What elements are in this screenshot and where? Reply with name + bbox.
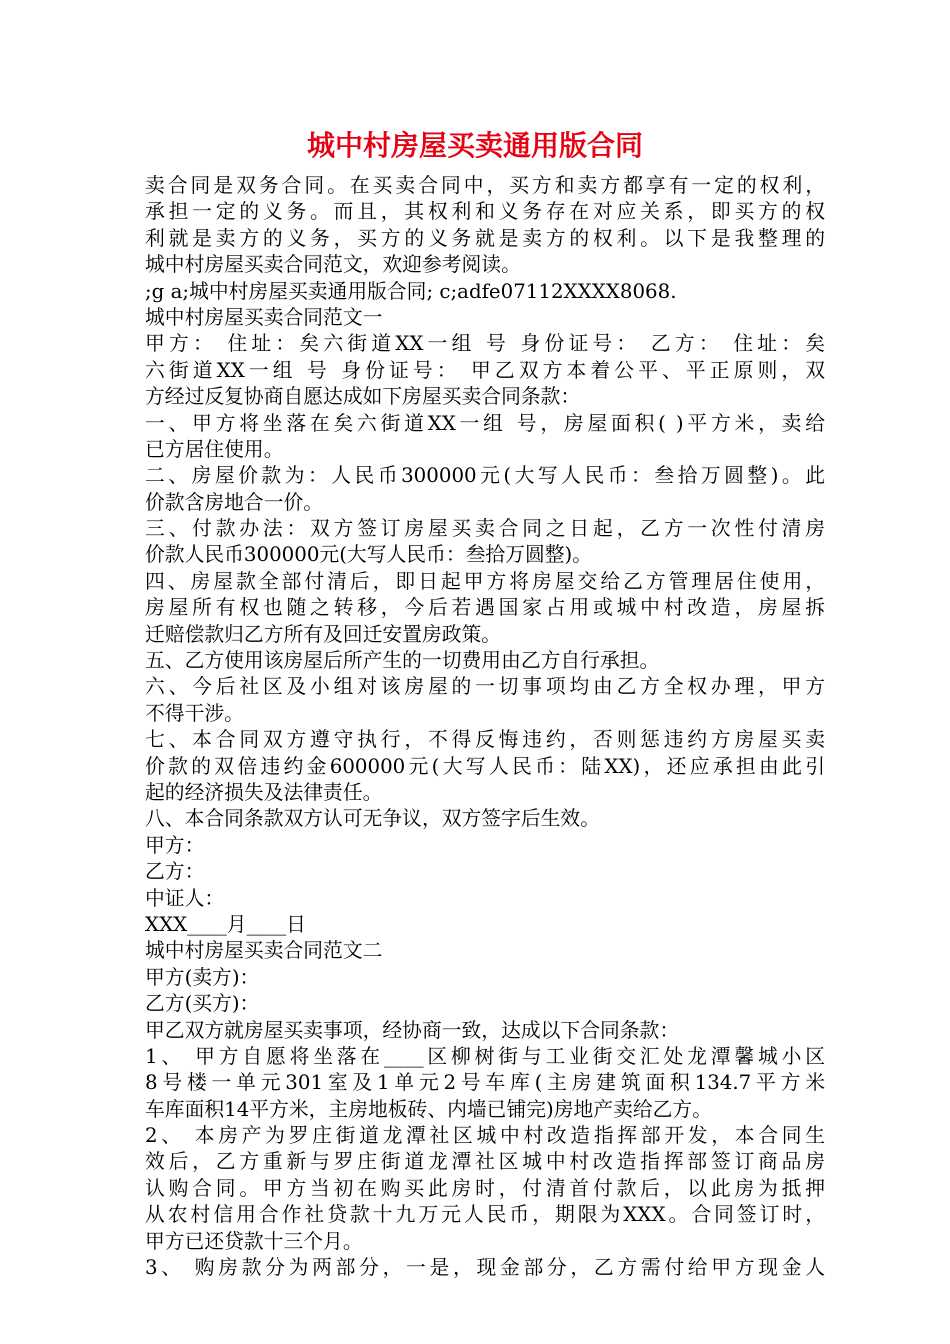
document-line: 效后，乙方重新与罗庄街道龙潭社区城中村改造指挥部签订商品房 bbox=[145, 1150, 825, 1174]
document-line: XXX____月____日 bbox=[145, 912, 306, 936]
document-line: 车库面积14平方米，主房地板砖、内墙已铺完)房地产卖给乙方。 bbox=[145, 1097, 712, 1121]
document-line: 乙方： bbox=[145, 860, 205, 884]
document-line: 一、甲方将坐落在矣六街道XX一组 号，房屋面积( )平方米，卖给 bbox=[145, 411, 825, 435]
document-line: 从农村信用合作社贷款十九万元人民币，期限为XXX。合同签订时， bbox=[145, 1203, 825, 1227]
document-line: 已方居住使用。 bbox=[145, 437, 284, 461]
document-line: 乙方(买方)： bbox=[145, 992, 260, 1016]
document-line: 四、房屋款全部付清后，即日起甲方将房屋交给乙方管理居住使用， bbox=[145, 569, 825, 593]
document-line: 七、本合同双方遵守执行，不得反悔违约，否则惩违约方房屋买卖 bbox=[145, 728, 825, 752]
document-line: ;g a;城中村房屋买卖通用版合同; c;adfe07112XXXX8068. bbox=[145, 279, 677, 303]
document-line: 甲方已还贷款十三个月。 bbox=[145, 1229, 363, 1253]
document-line: 甲方： 住址：矣六街道XX一组 号 身份证号： 乙方： 住址：矣 bbox=[145, 332, 825, 356]
document-line: 城中村房屋买卖合同范文，欢迎参考阅读。 bbox=[145, 253, 521, 277]
document-line: 迁赔偿款归乙方所有及回迁安置房政策。 bbox=[145, 622, 502, 646]
document-line: 1、 甲方自愿将坐落在____区柳树街与工业街交汇处龙潭馨城小区 bbox=[145, 1044, 825, 1068]
document-line: 承担一定的义务。而且，其权利和义务存在对应关系，即买方的权 bbox=[145, 200, 825, 224]
document-line: 五、乙方使用该房屋后所产生的一切费用由乙方自行承担。 bbox=[145, 649, 660, 673]
document-line: 城中村房屋买卖合同范文一 bbox=[145, 305, 383, 329]
document-line: 价款含房地合一价。 bbox=[145, 490, 324, 514]
document-line: 城中村房屋买卖合同范文二 bbox=[145, 939, 383, 963]
document-line: 认购合同。甲方当初在购买此房时，付清首付款后，以此房为抵押 bbox=[145, 1176, 825, 1200]
document-line: 甲方： bbox=[145, 833, 205, 857]
document-line: 卖合同是双务合同。在买卖合同中，买方和卖方都享有一定的权利， bbox=[145, 174, 825, 197]
document-line: 3、 购房款分为两部分，一是，现金部分，乙方需付给甲方现金人 bbox=[145, 1256, 825, 1280]
document-title: 城中村房屋买卖通用版合同 bbox=[306, 129, 643, 162]
document-line: 8号楼一单元301室及1单元2号车库(主房建筑面积134.7平方米 bbox=[145, 1071, 825, 1095]
document-line: 六街道XX一组 号 身份证号： 甲乙双方本着公平、平正原则，双 bbox=[145, 358, 825, 382]
document-line: 房屋所有权也随之转移，今后若遇国家占用或城中村改造，房屋拆 bbox=[145, 596, 825, 620]
document-body bbox=[145, 173, 825, 1281]
document-line: 甲乙双方就房屋买卖事项，经协商一致，达成以下合同条款： bbox=[145, 1018, 680, 1042]
document-line: 起的经济损失及法律责任。 bbox=[145, 780, 383, 804]
document-line: 2、 本房产为罗庄街道龙潭社区城中村改造指挥部开发，本合同生 bbox=[145, 1124, 825, 1148]
document-line: 八、本合同条款双方认可无争议，双方签字后生效。 bbox=[145, 807, 600, 831]
document-line: 利就是卖方的义务，买方的义务就是卖方的权利。以下是我整理的 bbox=[145, 226, 825, 250]
document-line: 方经过反复协商自愿达成如下房屋买卖合同条款： bbox=[145, 385, 581, 409]
document-line: 二、房屋价款为：人民币300000元(大写人民币：叁拾万圆整)。此 bbox=[145, 464, 825, 488]
document-line: 六、今后社区及小组对该房屋的一切事项均由乙方全权办理，甲方 bbox=[145, 675, 825, 699]
document-line: 价款人民币300000元(大写人民币：叁拾万圆整)。 bbox=[145, 543, 593, 567]
document-line: 三、付款办法：双方签订房屋买卖合同之日起，乙方一次性付清房 bbox=[145, 517, 825, 541]
document-line: 不得干涉。 bbox=[145, 701, 244, 725]
document-line: 中证人： bbox=[145, 886, 225, 910]
document-line: 价款的双倍违约金600000元(大写人民币：陆XX)，还应承担由此引 bbox=[145, 754, 825, 778]
document-line: 甲方(卖方)： bbox=[145, 965, 260, 989]
